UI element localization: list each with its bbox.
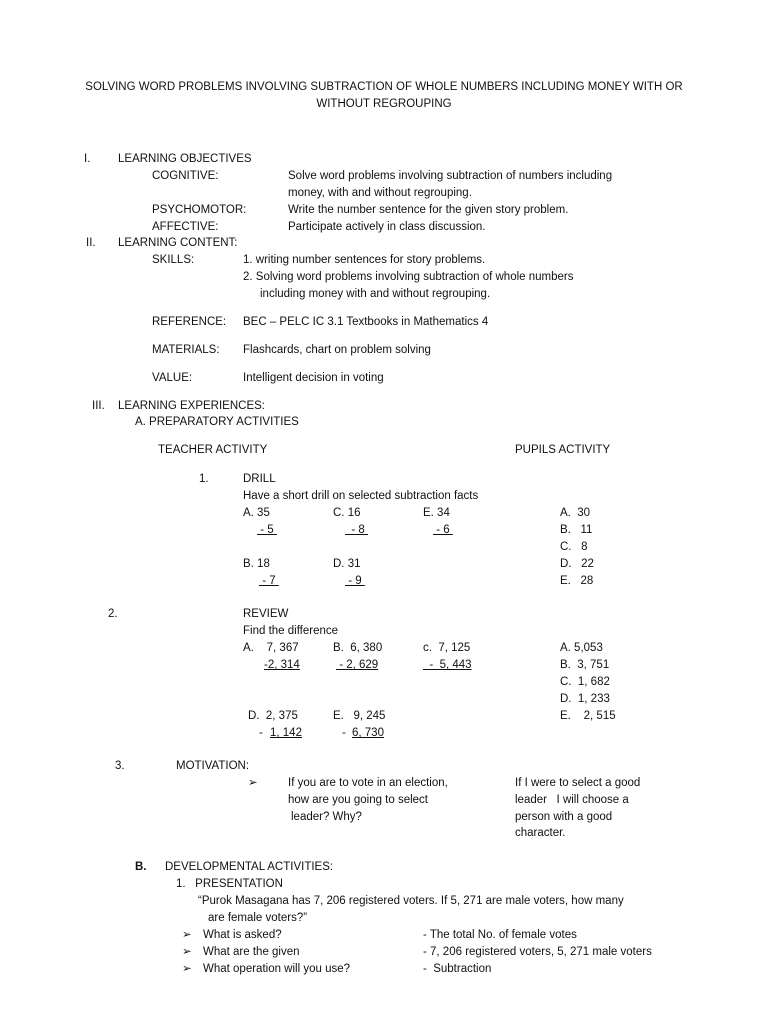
review-problem-e-minus: - [342,727,346,739]
reference-label: REFERENCE: [152,316,227,328]
cognitive-label: COGNITIVE: [152,170,219,182]
review-problem-b-bottom: - 2, 629 [336,659,379,671]
review-problem-c-top: c. 7, 125 [423,642,471,654]
materials-text: Flashcards, chart on problem solving [243,344,431,356]
drill-number: 1. [199,473,209,485]
review-heading: REVIEW [243,608,289,620]
review-problem-b-top: B. 6, 380 [333,642,383,654]
review-problem-d-bottom: 1, 142 [270,727,302,739]
drill-instruction: Have a short drill on selected subtraction facts [243,490,479,502]
drill-heading: DRILL [243,473,276,485]
review-problem-c-bottom: - 5, 443 [423,659,472,671]
qa-bullet-icon: ➢ [182,963,192,975]
motivation-answer-2: leader I will choose a [515,794,629,806]
review-problem-d-top: D. 2, 375 [248,710,298,722]
review-problem-e-top: E. 9, 245 [333,710,386,722]
section-iii-number: III. [92,400,105,412]
review-answer-b: B. 3, 751 [560,659,610,671]
qa-answer-1: - The total No. of female votes [423,929,577,941]
drill-problem-c-bottom: - 8 [345,524,369,536]
review-problem-a-top: A. 7, 367 [243,642,299,654]
affective-text: Participate actively in class discussion. [288,221,486,233]
qa-question-1: What is asked? [203,929,282,941]
word-problem-line-1: “Purok Masagana has 7, 206 registered voters. If 5, 271 are male voters, how many [198,895,624,907]
value-text: Intelligent decision in voting [243,372,384,384]
psychomotor-text: Write the number sentence for the given story problem. [288,204,569,216]
title-line-1: SOLVING WORD PROBLEMS INVOLVING SUBTRACTION OF WHOLE NUMBERS INCLUDING MONEY WITH OR [85,81,683,93]
drill-problem-e-top: E. 34 [423,507,450,519]
motivation-heading: MOTIVATION: [176,760,250,772]
motivation-number: 3. [115,760,125,772]
skill-2-cont: including money with and without regrouping. [260,288,491,300]
developmental-letter: B. [135,861,147,873]
section-i-number: I. [84,153,91,165]
affective-label: AFFECTIVE: [152,221,219,233]
section-iii-heading: LEARNING EXPERIENCES: [118,400,265,412]
motivation-answer-1: If I were to select a good [515,777,641,789]
drill-answer-c: C. 8 [560,541,588,553]
drill-problem-b-top: B. 18 [243,558,270,570]
section-ii-heading: LEARNING CONTENT: [118,237,238,249]
drill-problem-a-top: A. 35 [243,507,270,519]
cognitive-text-1: Solve word problems involving subtraction of numbers including [288,170,613,182]
drill-problem-c-top: C. 16 [333,507,361,519]
section-i-heading: LEARNING OBJECTIVES [118,153,252,165]
review-problem-d-minus: - [259,727,263,739]
preparatory-heading: A. PREPARATORY ACTIVITIES [135,416,299,428]
drill-problem-e-bottom: - 6 [433,524,453,536]
review-problem-a-bottom: -2, 314 [264,659,300,671]
word-problem-line-2: are female voters?” [208,912,308,924]
pupils-activity-heading: PUPILS ACTIVITY [515,444,611,456]
review-problem-e-bottom: 6, 730 [352,727,384,739]
materials-label: MATERIALS: [152,344,220,356]
drill-problem-d-top: D. 31 [333,558,361,570]
qa-bullet-icon: ➢ [182,946,192,958]
title-line-2: WITHOUT REGROUPING [316,98,452,110]
motivation-question-1: If you are to vote in an election, [288,777,448,789]
developmental-heading: DEVELOPMENTAL ACTIVITIES: [165,861,334,873]
drill-problem-d-bottom: - 9 [345,575,365,587]
review-answer-e: E. 2, 515 [560,710,616,722]
qa-answer-2: - 7, 206 registered voters, 5, 271 male voters [423,946,652,958]
qa-answer-3: - Subtraction [423,963,492,975]
drill-problem-b-bottom: - 7 [259,575,279,587]
section-ii-number: II. [86,237,96,249]
motivation-bullet-icon: ➢ [248,777,258,789]
qa-bullet-icon: ➢ [182,929,192,941]
skills-label: SKILLS: [152,254,195,266]
drill-answer-b: B. 11 [560,524,593,536]
drill-answer-e: E. 28 [560,575,594,587]
cognitive-text-2: money, with and without regrouping. [288,187,472,199]
review-answer-a: A. 5,053 [560,642,603,654]
motivation-question-3: leader? Why? [291,811,362,823]
review-answer-c: C. 1, 682 [560,676,610,688]
drill-problem-a-bottom: - 5 [257,524,277,536]
drill-answer-a: A. 30 [560,507,591,519]
qa-question-3: What operation will you use? [203,963,351,975]
qa-question-2: What are the given [203,946,300,958]
presentation-heading: 1. PRESENTATION [176,878,283,890]
reference-text: BEC – PELC IC 3.1 Textbooks in Mathematics 4 [243,316,489,328]
review-answer-d: D. 1, 233 [560,693,610,705]
teacher-activity-heading: TEACHER ACTIVITY [158,444,268,456]
motivation-question-2: how are you going to select [288,794,429,806]
skill-2: 2. Solving word problems involving subtraction of whole numbers [243,271,574,283]
drill-answer-d: D. 22 [560,558,594,570]
motivation-answer-3: person with a good [515,811,613,823]
value-label: VALUE: [152,372,193,384]
motivation-answer-4: character. [515,827,566,839]
skill-1: 1. writing number sentences for story problems. [243,254,486,266]
review-number: 2. [108,608,118,620]
psychomotor-label: PSYCHOMOTOR: [152,204,247,216]
review-instruction: Find the difference [243,625,339,637]
